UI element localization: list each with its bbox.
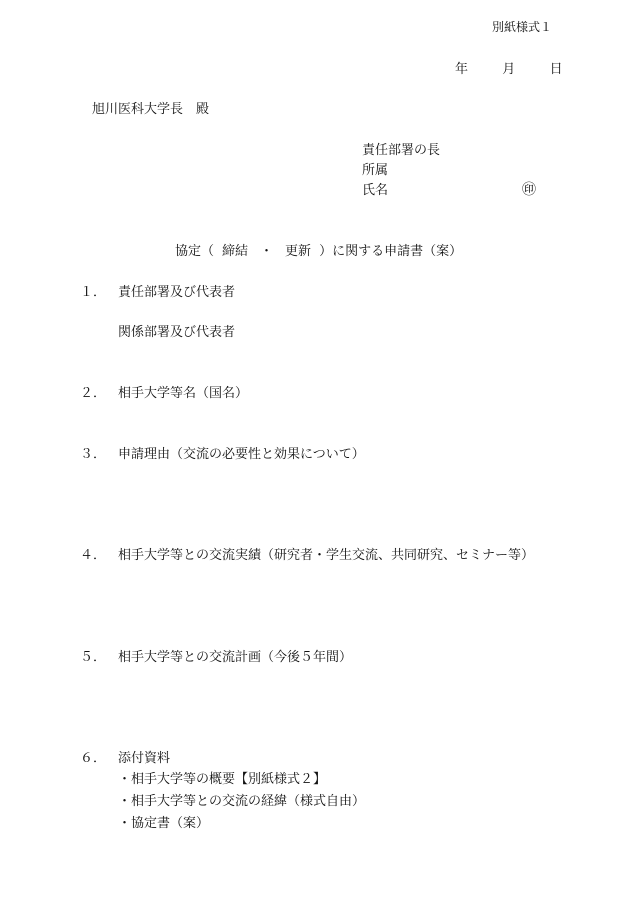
title-prefix: 協定（: [175, 244, 215, 259]
date-line: [455, 62, 563, 78]
section-3-number: ３．: [80, 447, 107, 462]
date-day: 日: [549, 62, 563, 77]
attachment-item: ・相手大学等との交流の経緯（様式自由）: [118, 794, 366, 809]
section-2-label: 相手大学等名（国名）: [118, 386, 249, 401]
addressee: 旭川医科大学長 殿: [92, 102, 210, 117]
title-separator: ・: [260, 244, 274, 259]
section-4-label: 相手大学等との交流実績（研究者・学生交流、共同研究、セミナー等）: [118, 548, 535, 563]
applicant-affiliation: 所属: [362, 163, 389, 178]
section-1-label: 責任部署及び代表者: [118, 285, 236, 300]
attachment-item: ・協定書（案）: [118, 816, 210, 831]
attachment-list: [118, 769, 365, 835]
applicant-name-label: 氏名: [362, 183, 389, 198]
section-3-label: 申請理由（交流の必要性と効果について）: [118, 447, 365, 462]
applicant-role: 責任部署の長: [362, 143, 441, 158]
section-4-number: ４．: [80, 548, 107, 563]
date-year: 年: [455, 62, 469, 77]
section-1-number: １．: [80, 285, 107, 300]
seal-mark: ㊞: [522, 182, 536, 198]
date-month: 月: [502, 62, 516, 77]
section-6-number: ６．: [80, 751, 107, 766]
section-1-sub-label: 関係部署及び代表者: [118, 325, 236, 340]
section-6-label: 添付資料: [118, 751, 171, 766]
document-title: [175, 244, 462, 260]
section-5-number: ５．: [80, 650, 107, 665]
form-id: 別紙様式１: [491, 20, 552, 34]
title-option-conclusion: 締結: [222, 244, 249, 259]
section-5-label: 相手大学等との交流計画（今後５年間）: [118, 650, 353, 665]
title-option-renewal: 更新: [285, 244, 312, 259]
attachment-item: ・相手大学等の概要【別紙様式２】: [118, 772, 327, 787]
section-2-number: ２．: [80, 386, 107, 401]
title-suffix: ）に関する申請書（案）: [319, 244, 463, 259]
